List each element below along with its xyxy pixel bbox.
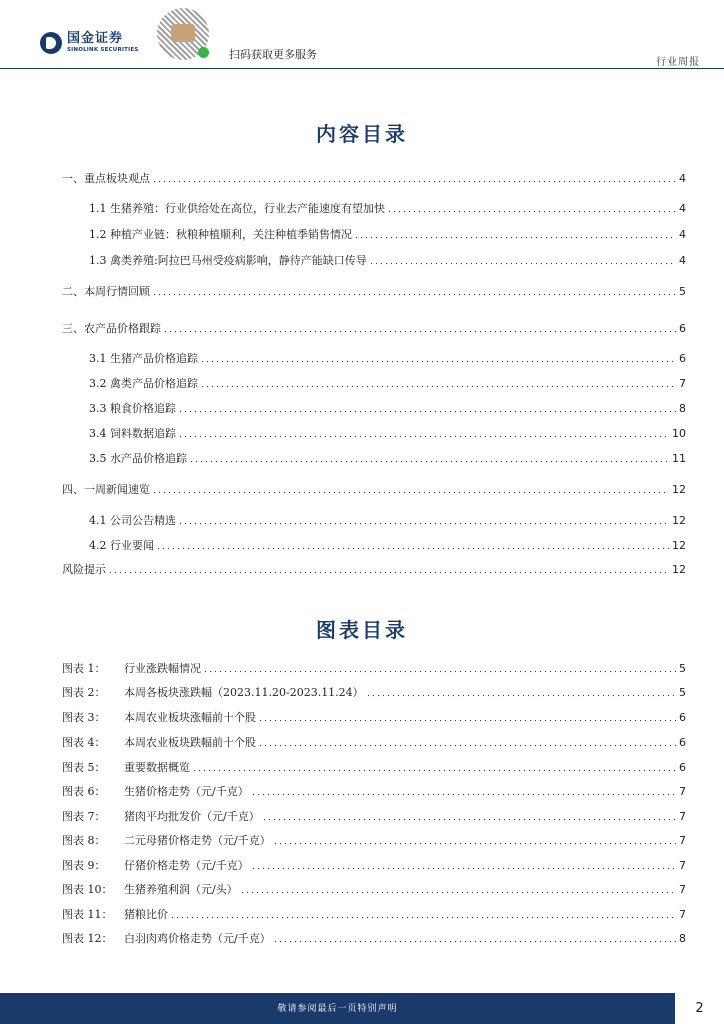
toc-leader-dots [189,460,669,463]
toc-entry[interactable] [62,283,686,299]
figure-entry[interactable] [62,808,686,824]
figure-title: 重要数据概览 [124,761,190,774]
figure-number: 图表 2： [62,686,106,699]
toc-leader-dots [178,435,669,438]
figure-page: 7 [679,859,686,872]
toc-entry-page: 12 [672,483,686,496]
toc-entry[interactable] [89,350,686,366]
toc-leader-dots [251,867,676,870]
toc-leader-dots [203,670,676,673]
figure-number: 图表 4： [62,736,106,749]
toc-entry-label: 四、一周新闻速览 [62,483,150,496]
figure-title: 猪粮比价 [124,908,168,921]
toc-leader-dots [240,891,676,894]
figure-title: 生猪价格走势（元/千克） [124,785,249,798]
logo-chinese-name: 国金证券 [67,31,124,47]
figure-number: 图表 9： [62,859,106,872]
scan-prompt: 扫码获取更多服务 [229,48,317,61]
figure-entry[interactable] [62,930,686,946]
figure-number: 图表 10： [62,883,113,896]
wechat-badge-icon [198,47,209,58]
toc-leader-dots [200,360,676,363]
figure-page: 6 [679,711,686,724]
toc-entry-page: 6 [679,322,686,335]
toc-entry-page: 6 [679,352,686,365]
toc-leader-dots [152,180,676,183]
toc-leader-dots [152,491,669,494]
toc-entry[interactable] [62,561,686,577]
figure-title: 本周农业板块跌幅前十个股 [124,736,256,749]
figure-page: 7 [679,834,686,847]
figure-page: 7 [679,908,686,921]
toc-leader-dots [178,410,676,413]
figure-number: 图表 8： [62,834,106,847]
toc-leader-dots [258,719,676,722]
toc-entry[interactable] [89,425,686,441]
toc-entry[interactable] [89,450,686,466]
toc-entry[interactable] [89,400,686,416]
figure-entry[interactable] [62,660,686,676]
figure-number: 图表 1： [62,662,106,675]
toc-leader-dots [170,916,676,919]
toc-leader-dots [258,744,676,747]
figure-number: 图表 5： [62,761,106,774]
figure-page: 5 [679,686,686,699]
toc-entry-page: 4 [679,228,686,241]
figure-title: 猪肉平均批发价（元/千克） [124,810,260,823]
toc-leader-dots [273,842,676,845]
figure-entry[interactable] [62,832,686,848]
report-type-label: 行业周报 [656,57,700,68]
toc-leader-dots [262,818,676,821]
toc-leader-dots [192,769,676,772]
toc-entry[interactable] [89,537,686,553]
toc-entry-label: 3.4 饲料数据追踪 [89,427,176,440]
page-header [0,0,724,70]
toc-leader-dots [156,547,669,550]
figure-page: 6 [679,761,686,774]
figure-title: 行业涨跌幅情况 [124,662,201,675]
figure-title: 生猪养殖利润（元/头） [124,883,238,896]
toc-entry[interactable] [62,320,686,336]
toc-leader-dots [200,385,676,388]
toc-leader-dots [354,236,676,239]
toc-entry-label: 3.2 禽类产品价格追踪 [89,377,198,390]
toc-entry-label: 3.3 粮食价格追踪 [89,402,176,415]
figure-number: 图表 11： [62,908,113,921]
toc-leader-dots [251,793,676,796]
toc-entry-label: 二、本周行情回顾 [62,285,150,298]
toc-entry[interactable] [89,226,686,242]
figure-entry[interactable] [62,906,686,922]
toc-entry-label: 1.1 生猪养殖：行业供给处在高位，行业去产能速度有望加快 [89,202,385,215]
toc-entry-page: 4 [679,254,686,267]
figure-entry[interactable] [62,857,686,873]
figure-page: 7 [679,883,686,896]
toc-entry-page: 5 [679,285,686,298]
figure-number: 图表 12： [62,932,113,945]
figure-title: 本周农业板块涨幅前十个股 [124,711,256,724]
toc-entry[interactable] [62,481,686,497]
logo-english-name: SINOLINK SECURITIES [67,47,139,54]
toc-leader-dots [366,694,676,697]
toc-entry-label: 1.3 禽类养殖:阿拉巴马州受疫病影响，静待产能缺口传导 [89,254,367,267]
toc-entry-page: 10 [672,427,686,440]
toc-entry[interactable] [89,512,686,528]
toc-entry-label: 3.1 生猪产品价格追踪 [89,352,198,365]
figure-title: 仔猪价格走势（元/千克） [124,859,249,872]
toc-entry-label: 4.1 公司公告精选 [89,514,176,527]
figure-entry[interactable] [62,684,686,700]
qr-code-center-image [171,24,195,42]
toc-leader-dots [273,940,676,943]
toc-entry-label: 3.5 水产品价格追踪 [89,452,187,465]
toc-entry-page: 12 [672,539,686,552]
figure-page: 5 [679,662,686,675]
figure-number: 图表 6： [62,785,106,798]
toc-entry-label: 一、重点板块观点 [62,172,150,185]
toc-leader-dots [163,330,676,333]
sinolink-logo [40,32,138,54]
figure-entry[interactable] [62,759,686,775]
toc-entry-page: 7 [679,377,686,390]
toc-leader-dots [152,293,676,296]
figure-number: 图表 7： [62,810,106,823]
toc-entry-label: 风险提示 [62,563,106,576]
toc-entry-page: 8 [679,402,686,415]
toc-entry[interactable] [62,170,686,186]
figure-page: 8 [679,932,686,945]
contents-title: 内容目录 [316,122,408,146]
toc-leader-dots [178,522,669,525]
toc-entry-page: 12 [672,514,686,527]
figure-entry[interactable] [62,881,686,897]
toc-entry[interactable] [89,200,686,216]
toc-entry-label: 1.2 种植产业链：秋粮种植顺利，关注种植季销售情况 [89,228,352,241]
figure-page: 6 [679,736,686,749]
figure-title: 二元母猪价格走势（元/千克） [124,834,271,847]
toc-leader-dots [108,571,669,574]
figures-title: 图表目录 [316,618,408,642]
toc-entry-page: 12 [672,563,686,576]
toc-leader-dots [369,262,676,265]
toc-entry-label: 4.2 行业要闻 [89,539,154,552]
figure-title: 白羽肉鸡价格走势（元/千克） [124,932,271,945]
figure-page: 7 [679,785,686,798]
toc-entry-label: 三、农产品价格跟踪 [62,322,161,335]
figure-entry[interactable] [62,734,686,750]
toc-entry-page: 4 [679,172,686,185]
toc-leader-dots [387,210,676,213]
figure-title: 本周各板块涨跌幅（2023.11.20-2023.11.24） [124,686,364,699]
page-number: 2 [695,1001,704,1016]
toc-entry[interactable] [89,375,686,391]
figure-page: 7 [679,810,686,823]
figure-entry[interactable] [62,709,686,725]
footer-disclaimer: 敬请参阅最后一页特别声明 [277,1004,398,1014]
figure-entry[interactable] [62,783,686,799]
toc-entry-page: 4 [679,202,686,215]
sinolink-logo-icon [40,32,62,54]
toc-entry-page: 11 [672,452,686,465]
toc-entry[interactable] [89,252,686,268]
figure-number: 图表 3： [62,711,106,724]
header-divider [0,68,724,69]
